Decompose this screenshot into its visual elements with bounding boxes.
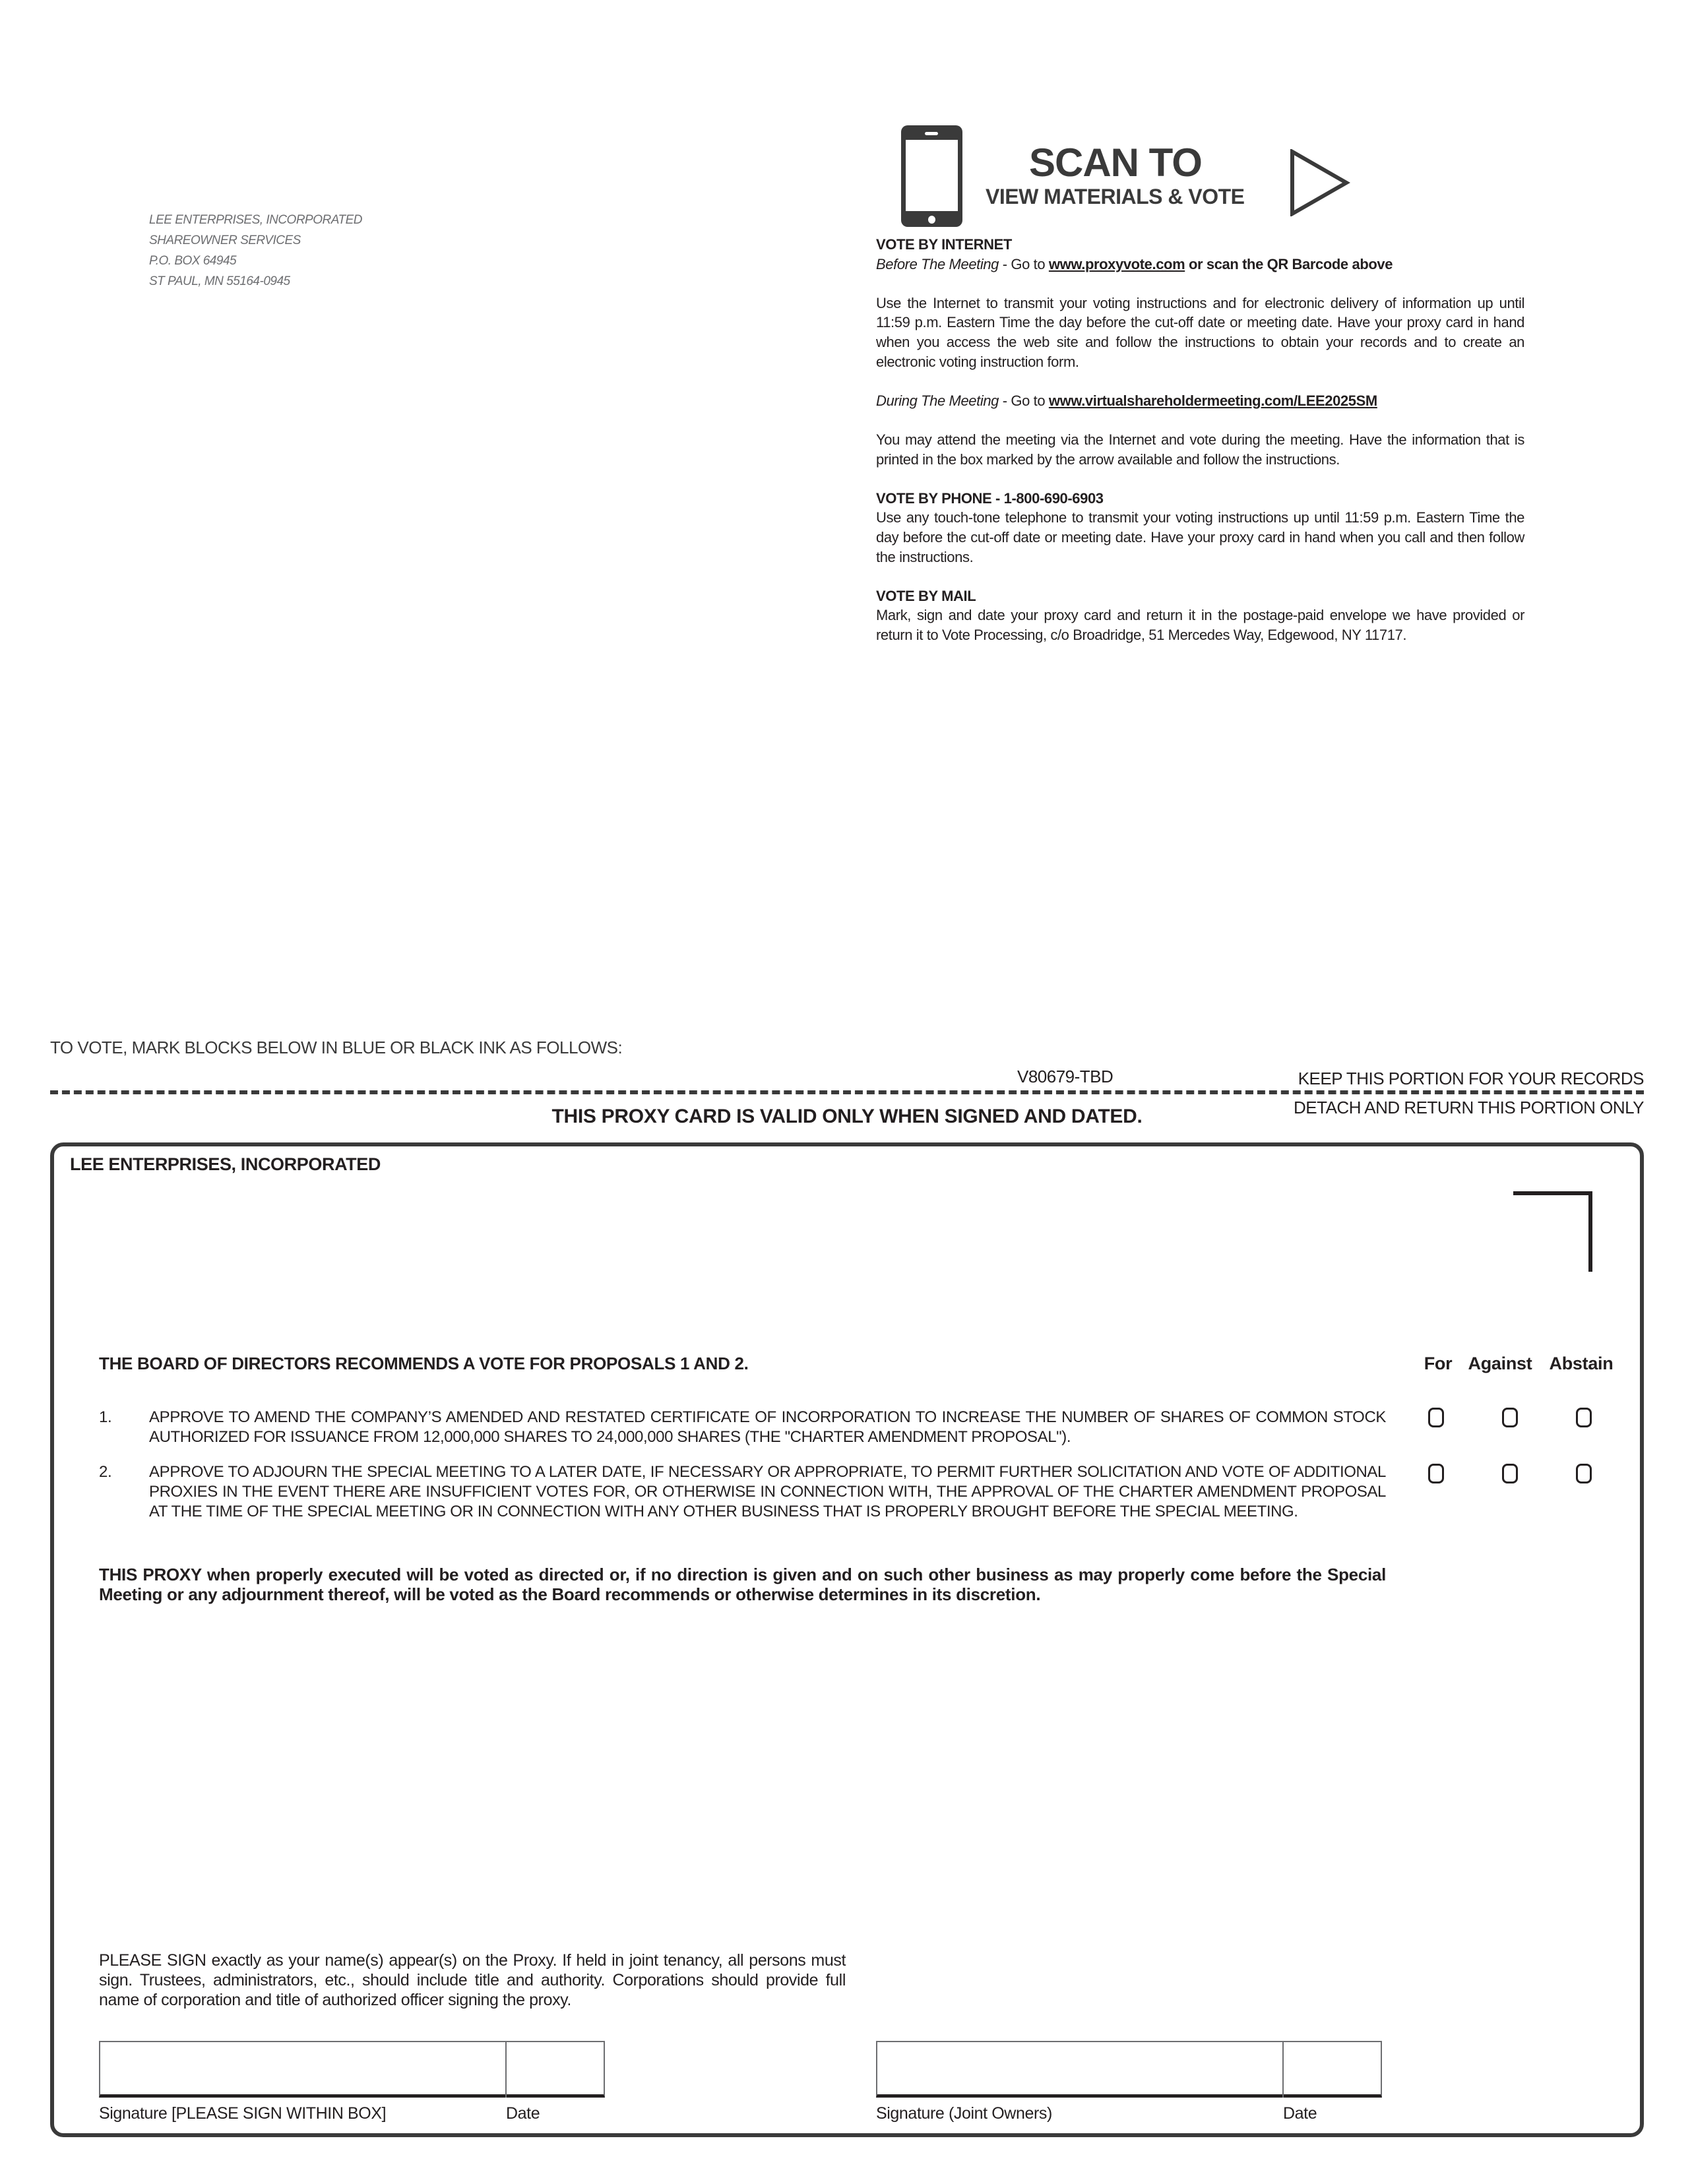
joint-date-divider bbox=[1282, 2041, 1284, 2098]
view-materials-heading: VIEW MATERIALS & VOTE bbox=[986, 185, 1245, 208]
vote-phone-body: Use any touch-tone telephone to transmit your voting instructions up until 11:59 p.m. Eastern Time the day before the cut-off date or meeting date. Have your proxy card in hand when you call and then follow the instructions. bbox=[876, 509, 1524, 565]
internet-body: Use the Internet to transmit your voting instructions and for electronic delivery of information up until 11:59 p.m. Eastern Time the day before the cut-off date or meeting date. Have your proxy card in hand when you access the web site and follow the instructions to obtain your records and to create an electronic voting instruction form. bbox=[876, 294, 1524, 370]
proposal-2-against-checkbox[interactable] bbox=[1502, 1464, 1518, 1483]
sign-instructions: PLEASE SIGN exactly as your name(s) appear(s) on the Proxy. If held in joint tenancy, all persons must sign. Trustees, administrators, etc., should include title and authority. Corporations should provide full name of corporation and title of authorized officer signing the proxy. bbox=[99, 1951, 846, 2009]
signature-date-divider bbox=[505, 2041, 507, 2098]
arrow-right-icon bbox=[1290, 149, 1350, 216]
detach-portion-label: DETACH AND RETURN THIS PORTION ONLY bbox=[1294, 1098, 1644, 1117]
scan-to-heading: SCAN TO bbox=[1029, 140, 1202, 185]
go-to-text: - Go to bbox=[999, 255, 1049, 272]
voting-instructions bbox=[876, 235, 1524, 664]
proposal-2-for-checkbox[interactable] bbox=[1428, 1464, 1444, 1483]
proposal-text: APPROVE TO ADJOURN THE SPECIAL MEETING TO A LATER DATE, IF NECESSARY OR APPROPRIATE, TO PERMIT FURTHER SOLICITATION AND VOTE OF ADDITIONAL PROXIES IN THE EVENT THERE ARE INSUFFICIENT VOTES FOR, OR OTHERWISE IN CONNECTION WITH, THE APPROVAL OF THE CHARTER AMENDMENT PROPOSAL AT THE TIME OF THE SPECIAL MEETING OR IN CONNECTION WITH ANY OTHER BUSINESS THAT IS PROPERLY BROUGHT BEFORE THE SPECIAL MEETING. bbox=[149, 1463, 1386, 1520]
proposal-text: APPROVE TO AMEND THE COMPANY’S AMENDED AND RESTATED CERTIFICATE OF INCORPORATION TO INCREASE THE NUMBER OF SHARES OF COMMON STOCK AUTHORIZED FOR ISSUANCE FROM 12,000,000 SHARES TO 24,000,000 SHARES (THE "CHARTER AMENDMENT PROPOSAL"). bbox=[149, 1408, 1386, 1446]
return-address-line: ST PAUL, MN 55164-0945 bbox=[149, 274, 290, 288]
vote-phone-heading: VOTE BY PHONE - 1-800-690-6903 bbox=[876, 489, 1104, 507]
proxy-statement: THIS PROXY when properly executed will be voted as directed or, if no direction is given and on such other business as may properly come before the Special Meeting or any adjournment thereof, will be voted as the Board recommends or otherwise determines in its discretion. bbox=[99, 1565, 1386, 1604]
control-code: V80679-TBD bbox=[1017, 1067, 1114, 1086]
virtual-meeting-link[interactable]: www.virtualshareholdermeeting.com/LEE2025SM bbox=[1048, 392, 1377, 409]
proposal-1-against-checkbox[interactable] bbox=[1502, 1408, 1518, 1427]
ink-instructions: TO VOTE, MARK BLOCKS BELOW IN BLUE OR BLACK INK AS FOLLOWS: bbox=[50, 1038, 623, 1057]
before-meeting-label: Before The Meeting bbox=[876, 255, 999, 272]
during-meeting-body: You may attend the meeting via the Internet and vote during the meeting. Have the information that is printed in the box marked by the arrow available and follow the instructions. bbox=[876, 431, 1524, 468]
signature-label: Signature [PLEASE SIGN WITHIN BOX] bbox=[99, 2104, 387, 2123]
joint-signature-box[interactable] bbox=[876, 2041, 1382, 2098]
return-address bbox=[149, 210, 362, 292]
return-address-line: P.O. BOX 64945 bbox=[149, 254, 237, 268]
proposal-1-for-checkbox[interactable] bbox=[1428, 1408, 1444, 1427]
valid-notice: THIS PROXY CARD IS VALID ONLY WHEN SIGNED AND DATED. bbox=[551, 1106, 1143, 1127]
qr-text: or scan the QR Barcode above bbox=[1185, 255, 1393, 272]
signature-box[interactable] bbox=[99, 2041, 605, 2098]
proposal-number: 1. bbox=[99, 1408, 112, 1426]
column-abstain: Abstain bbox=[1549, 1354, 1614, 1373]
column-for: For bbox=[1424, 1354, 1453, 1373]
smartphone-icon bbox=[901, 125, 962, 227]
go-to-text: - Go to bbox=[999, 392, 1049, 409]
date-label: Date bbox=[506, 2104, 540, 2123]
joint-signature-label: Signature (Joint Owners) bbox=[876, 2104, 1052, 2123]
joint-date-label: Date bbox=[1283, 2104, 1317, 2123]
proxyvote-link[interactable]: www.proxyvote.com bbox=[1048, 255, 1185, 272]
vote-mail-heading: VOTE BY MAIL bbox=[876, 587, 976, 604]
column-against: Against bbox=[1468, 1354, 1532, 1373]
return-address-line: SHAREOWNER SERVICES bbox=[149, 234, 301, 247]
keep-portion-label: KEEP THIS PORTION FOR YOUR RECORDS bbox=[1298, 1069, 1644, 1088]
board-recommendation: THE BOARD OF DIRECTORS RECOMMENDS A VOTE FOR PROPOSALS 1 AND 2. bbox=[99, 1354, 749, 1373]
return-address-line: LEE ENTERPRISES, INCORPORATED bbox=[149, 213, 362, 227]
proposal-1 bbox=[99, 1408, 1386, 1447]
proposal-number: 2. bbox=[99, 1463, 112, 1481]
proposal-1-abstain-checkbox[interactable] bbox=[1576, 1408, 1592, 1427]
detach-line bbox=[50, 1090, 1644, 1094]
during-meeting-label: During The Meeting bbox=[876, 392, 999, 409]
vote-mail-body: Mark, sign and date your proxy card and return it in the postage-paid envelope we have provided or return it to Vote Processing, c/o Broadridge, 51 Mercedes Way, Edgewood, NY 11717. bbox=[876, 607, 1524, 643]
vote-internet-heading: VOTE BY INTERNET bbox=[876, 236, 1012, 253]
proposal-2 bbox=[99, 1462, 1386, 1521]
corner-mark bbox=[1513, 1191, 1592, 1272]
company-name: LEE ENTERPRISES, INCORPORATED bbox=[70, 1154, 381, 1174]
proposal-2-abstain-checkbox[interactable] bbox=[1576, 1464, 1592, 1483]
